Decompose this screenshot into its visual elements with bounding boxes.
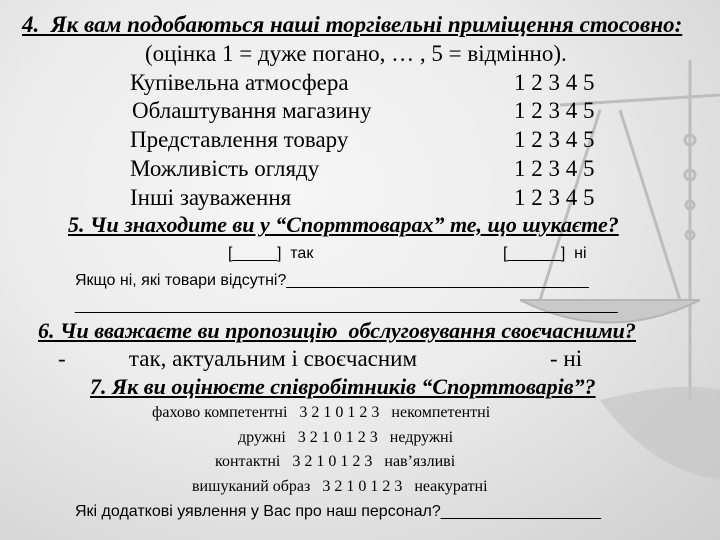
q4-item-1-rating: 1 2 3 4 5 xyxy=(514,70,595,95)
q5-answer-line[interactable]: _____________________________________________________________ xyxy=(75,297,618,314)
q4-item-3-label: Представлення товару xyxy=(130,127,349,152)
question-7-title: 7. Як ви оцінюєте співробітників “Спорттоварів”? xyxy=(90,374,596,399)
question-5-title: 5. Чи знаходите ви у “Спорттоварах” те, що шукаєте? xyxy=(68,212,619,237)
q4-item-4-rating: 1 2 3 4 5 xyxy=(514,156,595,181)
q7-row-contact: контактні 3 2 1 0 1 2 3 нав’язливі xyxy=(215,453,456,470)
q7-row-appearance: вишуканий образ 3 2 1 0 1 2 3 неакуратні xyxy=(192,478,488,495)
question-6-title: 6. Чи вважаєте ви пропозицію обслуговування своєчасними? xyxy=(38,318,636,343)
q7-row-competence: фахово компетентні 3 2 1 0 1 2 3 некомпетентні xyxy=(152,404,491,421)
q4-item-3-rating: 1 2 3 4 5 xyxy=(514,127,595,152)
q4-item-5-label: Інші зауваження xyxy=(130,185,292,210)
q4-item-4-label: Можливість огляду xyxy=(130,156,320,181)
q4-item-2-label: Облаштування магазину xyxy=(132,98,372,123)
question-4-title: 4. Як вам подобаються наші торгівельні приміщення стосовно: xyxy=(22,12,683,37)
q4-item-2-rating: 1 2 3 4 5 xyxy=(514,98,595,123)
q5-missing-goods-prompt[interactable]: Якщо ні, які товари відсутні?__________________________________ xyxy=(75,272,589,289)
q4-item-1-label: Купівельна атмосфера xyxy=(130,70,349,95)
question-4-scale-note: (оцінка 1 = дуже погано, … , 5 = відмінно). xyxy=(145,41,567,66)
q5-option-yes[interactable]: [_____] так xyxy=(228,245,314,262)
q7-extra-impressions-prompt[interactable]: Які додаткові уявлення у Вас про наш персонал?__________________ xyxy=(75,503,601,520)
q6-answer-no[interactable]: - ні xyxy=(550,346,583,371)
q5-option-no[interactable]: [______] ні xyxy=(503,245,587,262)
q6-answer-yes[interactable]: - так, актуальним і своєчасним xyxy=(58,346,418,371)
q7-row-friendliness: дружні 3 2 1 0 1 2 3 недружні xyxy=(238,429,454,446)
q4-item-5-rating: 1 2 3 4 5 xyxy=(514,185,595,210)
